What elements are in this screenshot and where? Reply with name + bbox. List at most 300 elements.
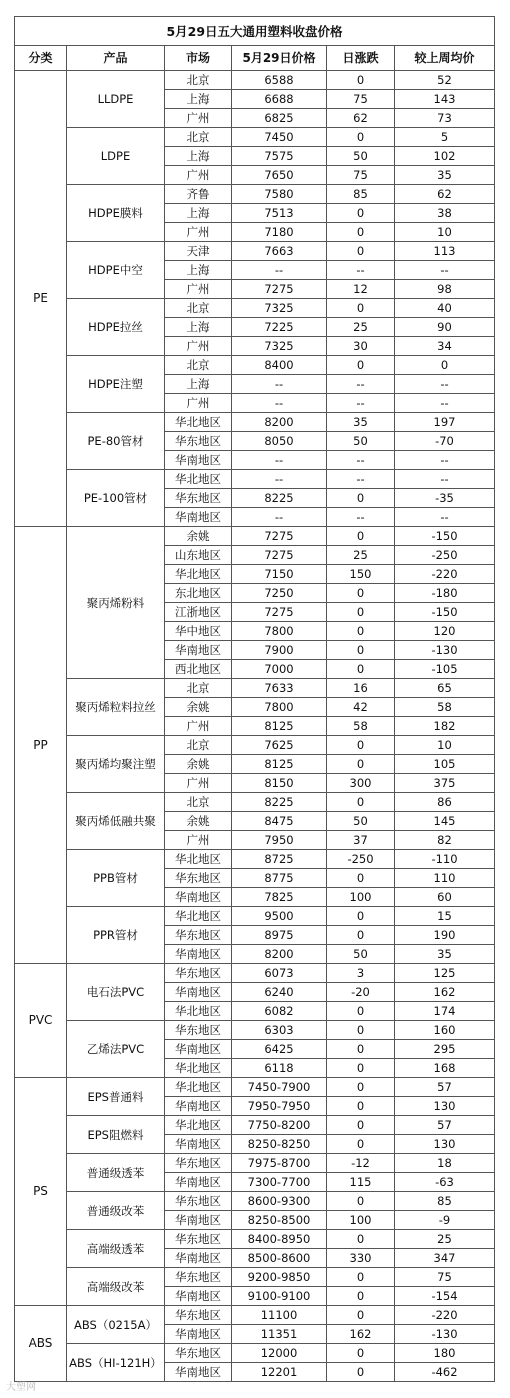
market-cell: 齐鲁 [165, 185, 232, 204]
weekly-diff-cell: 10 [395, 736, 495, 755]
daily-change-cell: 50 [327, 147, 395, 166]
price-cell: 8200 [232, 945, 327, 964]
price-cell: 7950-7950 [232, 1097, 327, 1116]
weekly-diff-cell: 197 [395, 413, 495, 432]
price-cell: 8200 [232, 413, 327, 432]
table-row [15, 1344, 495, 1363]
weekly-diff-cell: 168 [395, 1059, 495, 1078]
table-body [15, 71, 495, 1382]
price-cell: 7325 [232, 299, 327, 318]
watermark: 大塑网 [6, 1382, 36, 1393]
table-row [15, 128, 495, 147]
price-cell: 7275 [232, 603, 327, 622]
price-cell: 6073 [232, 964, 327, 983]
weekly-diff-cell: -150 [395, 603, 495, 622]
daily-change-cell: 62 [327, 109, 395, 128]
daily-change-cell: 150 [327, 565, 395, 584]
market-cell: 华南地区 [165, 983, 232, 1002]
price-cell: 7900 [232, 641, 327, 660]
header-market: 市场 [165, 46, 232, 71]
category-cell: PP [15, 527, 67, 964]
daily-change-cell: 85 [327, 185, 395, 204]
market-cell: 北京 [165, 679, 232, 698]
weekly-diff-cell: 65 [395, 679, 495, 698]
price-cell: 7633 [232, 679, 327, 698]
category-cell: PS [15, 1078, 67, 1306]
price-cell: 6825 [232, 109, 327, 128]
daily-change-cell: 0 [327, 1040, 395, 1059]
price-cell: 6303 [232, 1021, 327, 1040]
weekly-diff-cell: -220 [395, 565, 495, 584]
market-cell: 广州 [165, 337, 232, 356]
weekly-diff-cell: 347 [395, 1249, 495, 1268]
weekly-diff-cell: 57 [395, 1116, 495, 1135]
daily-change-cell: 0 [327, 641, 395, 660]
market-cell: 北京 [165, 793, 232, 812]
weekly-diff-cell: 162 [395, 983, 495, 1002]
price-cell: 8475 [232, 812, 327, 831]
weekly-diff-cell: -220 [395, 1306, 495, 1325]
market-cell: 华南地区 [165, 1325, 232, 1344]
daily-change-cell: 35 [327, 413, 395, 432]
market-cell: 华北地区 [165, 413, 232, 432]
table-row [15, 964, 495, 983]
weekly-diff-cell: 73 [395, 109, 495, 128]
daily-change-cell: 0 [327, 71, 395, 90]
weekly-diff-cell: -- [395, 451, 495, 470]
price-cell: 7513 [232, 204, 327, 223]
daily-change-cell: 75 [327, 166, 395, 185]
daily-change-cell: 25 [327, 318, 395, 337]
product-cell: 聚丙烯粒料拉丝 [67, 679, 165, 736]
daily-change-cell: -- [327, 394, 395, 413]
daily-change-cell: 115 [327, 1173, 395, 1192]
price-cell: 7180 [232, 223, 327, 242]
table-row [15, 1078, 495, 1097]
daily-change-cell: -12 [327, 1154, 395, 1173]
daily-change-cell: 0 [327, 622, 395, 641]
table-row [15, 71, 495, 90]
price-cell: -- [232, 470, 327, 489]
weekly-diff-cell: -70 [395, 432, 495, 451]
weekly-diff-cell: 58 [395, 698, 495, 717]
daily-change-cell: 0 [327, 603, 395, 622]
market-cell: 华东地区 [165, 1344, 232, 1363]
price-cell: 9200-9850 [232, 1268, 327, 1287]
table-row [15, 736, 495, 755]
price-cell: 8250-8250 [232, 1135, 327, 1154]
market-cell: 广州 [165, 774, 232, 793]
price-cell: 7825 [232, 888, 327, 907]
weekly-diff-cell: 34 [395, 337, 495, 356]
daily-change-cell: 0 [327, 1135, 395, 1154]
table-row [15, 1306, 495, 1325]
daily-change-cell: 0 [327, 1078, 395, 1097]
market-cell: 华南地区 [165, 1135, 232, 1154]
weekly-diff-cell: 375 [395, 774, 495, 793]
product-cell: 普通级改苯 [67, 1192, 165, 1230]
weekly-diff-cell: 40 [395, 299, 495, 318]
weekly-diff-cell: -154 [395, 1287, 495, 1306]
price-cell: 8975 [232, 926, 327, 945]
weekly-diff-cell: 35 [395, 945, 495, 964]
daily-change-cell: 0 [327, 1306, 395, 1325]
price-cell: 7450 [232, 128, 327, 147]
market-cell: 华东地区 [165, 432, 232, 451]
table-row [15, 1268, 495, 1287]
market-cell: 余姚 [165, 698, 232, 717]
daily-change-cell: 0 [327, 204, 395, 223]
price-cell: 8500-8600 [232, 1249, 327, 1268]
daily-change-cell: 30 [327, 337, 395, 356]
weekly-diff-cell: 102 [395, 147, 495, 166]
price-cell: 6240 [232, 983, 327, 1002]
price-cell: 6588 [232, 71, 327, 90]
market-cell: 华北地区 [165, 1059, 232, 1078]
weekly-diff-cell: -110 [395, 850, 495, 869]
table-row [15, 527, 495, 546]
table-row [15, 907, 495, 926]
price-cell: 8775 [232, 869, 327, 888]
price-cell: -- [232, 451, 327, 470]
header-weekly-diff: 较上周均价 [395, 46, 495, 71]
daily-change-cell: 0 [327, 660, 395, 679]
price-cell: 6425 [232, 1040, 327, 1059]
table-row [15, 299, 495, 318]
weekly-diff-cell: -- [395, 375, 495, 394]
weekly-diff-cell: 125 [395, 964, 495, 983]
daily-change-cell: -- [327, 508, 395, 527]
weekly-diff-cell: -- [395, 394, 495, 413]
daily-change-cell: 0 [327, 1344, 395, 1363]
daily-change-cell: 162 [327, 1325, 395, 1344]
price-cell: 7000 [232, 660, 327, 679]
market-cell: 广州 [165, 280, 232, 299]
market-cell: 广州 [165, 394, 232, 413]
market-cell: 东北地区 [165, 584, 232, 603]
product-cell: PPR管材 [67, 907, 165, 964]
product-cell: HDPE拉丝 [67, 299, 165, 356]
daily-change-cell: 0 [327, 907, 395, 926]
market-cell: 上海 [165, 375, 232, 394]
daily-change-cell: 0 [327, 793, 395, 812]
market-cell: 华北地区 [165, 1002, 232, 1021]
product-cell: 普通级透苯 [67, 1154, 165, 1192]
daily-change-cell: 75 [327, 90, 395, 109]
price-cell: 7625 [232, 736, 327, 755]
product-cell: 高端级透苯 [67, 1230, 165, 1268]
product-cell: HDPE中空 [67, 242, 165, 299]
daily-change-cell: 0 [327, 926, 395, 945]
price-cell: 7275 [232, 280, 327, 299]
price-table [14, 16, 495, 1382]
table-row [15, 1116, 495, 1135]
product-cell: 聚丙烯粉料 [67, 527, 165, 679]
product-cell: 聚丙烯低融共聚 [67, 793, 165, 850]
price-cell: 7663 [232, 242, 327, 261]
table-row [15, 1192, 495, 1211]
daily-change-cell: -- [327, 470, 395, 489]
market-cell: 广州 [165, 223, 232, 242]
weekly-diff-cell: 190 [395, 926, 495, 945]
price-cell: 12201 [232, 1363, 327, 1382]
price-cell: -- [232, 394, 327, 413]
market-cell: 华中地区 [165, 622, 232, 641]
product-cell: ABS（0215A） [67, 1306, 165, 1344]
weekly-diff-cell: 0 [395, 356, 495, 375]
weekly-diff-cell: 38 [395, 204, 495, 223]
weekly-diff-cell: 90 [395, 318, 495, 337]
price-cell: 7800 [232, 622, 327, 641]
daily-change-cell: 0 [327, 489, 395, 508]
weekly-diff-cell: 52 [395, 71, 495, 90]
product-cell: 聚丙烯均聚注塑 [67, 736, 165, 793]
daily-change-cell: 0 [327, 1002, 395, 1021]
table-row [15, 242, 495, 261]
price-cell: 7975-8700 [232, 1154, 327, 1173]
market-cell: 北京 [165, 128, 232, 147]
daily-change-cell: 100 [327, 1211, 395, 1230]
price-cell: 7300-7700 [232, 1173, 327, 1192]
price-cell: 7750-8200 [232, 1116, 327, 1135]
daily-change-cell: 0 [327, 1230, 395, 1249]
market-cell: 广州 [165, 166, 232, 185]
market-cell: 余姚 [165, 812, 232, 831]
daily-change-cell: 12 [327, 280, 395, 299]
weekly-diff-cell: -- [395, 508, 495, 527]
weekly-diff-cell: 145 [395, 812, 495, 831]
price-cell: 7950 [232, 831, 327, 850]
market-cell: 华南地区 [165, 1097, 232, 1116]
weekly-diff-cell: -462 [395, 1363, 495, 1382]
weekly-diff-cell: -35 [395, 489, 495, 508]
price-cell: 8050 [232, 432, 327, 451]
price-cell: 8125 [232, 717, 327, 736]
market-cell: 天津 [165, 242, 232, 261]
market-cell: 上海 [165, 147, 232, 166]
daily-change-cell: 0 [327, 584, 395, 603]
price-cell: 11100 [232, 1306, 327, 1325]
price-cell: 7650 [232, 166, 327, 185]
daily-change-cell: 0 [327, 1363, 395, 1382]
weekly-diff-cell: 113 [395, 242, 495, 261]
header-price: 5月29日价格 [232, 46, 327, 71]
market-cell: 北京 [165, 356, 232, 375]
weekly-diff-cell: -- [395, 261, 495, 280]
daily-change-cell: 0 [327, 1287, 395, 1306]
market-cell: 华北地区 [165, 850, 232, 869]
product-cell: PPB管材 [67, 850, 165, 907]
weekly-diff-cell: 82 [395, 831, 495, 850]
daily-change-cell: 0 [327, 1097, 395, 1116]
market-cell: 华北地区 [165, 565, 232, 584]
market-cell: 华南地区 [165, 1040, 232, 1059]
daily-change-cell: 0 [327, 1059, 395, 1078]
daily-change-cell: 0 [327, 223, 395, 242]
daily-change-cell: 0 [327, 755, 395, 774]
daily-change-cell: 0 [327, 1268, 395, 1287]
daily-change-cell: 58 [327, 717, 395, 736]
market-cell: 广州 [165, 109, 232, 128]
daily-change-cell: 0 [327, 242, 395, 261]
daily-change-cell: 3 [327, 964, 395, 983]
market-cell: 北京 [165, 299, 232, 318]
weekly-diff-cell: 160 [395, 1021, 495, 1040]
market-cell: 华南地区 [165, 888, 232, 907]
product-cell: 电石法PVC [67, 964, 165, 1021]
market-cell: 华东地区 [165, 1154, 232, 1173]
price-cell: -- [232, 508, 327, 527]
daily-change-cell: 0 [327, 869, 395, 888]
daily-change-cell: 330 [327, 1249, 395, 1268]
daily-change-cell: -- [327, 451, 395, 470]
price-cell: 7325 [232, 337, 327, 356]
weekly-diff-cell: -130 [395, 641, 495, 660]
price-cell: 7575 [232, 147, 327, 166]
market-cell: 华南地区 [165, 1363, 232, 1382]
daily-change-cell: 0 [327, 1021, 395, 1040]
daily-change-cell: 37 [327, 831, 395, 850]
daily-change-cell: 25 [327, 546, 395, 565]
price-cell: 8250-8500 [232, 1211, 327, 1230]
market-cell: 华东地区 [165, 869, 232, 888]
daily-change-cell: 0 [327, 299, 395, 318]
table-row [15, 1154, 495, 1173]
product-cell: 乙烯法PVC [67, 1021, 165, 1078]
weekly-diff-cell: 85 [395, 1192, 495, 1211]
market-cell: 余姚 [165, 527, 232, 546]
market-cell: 华东地区 [165, 1192, 232, 1211]
daily-change-cell: 50 [327, 945, 395, 964]
weekly-diff-cell: 62 [395, 185, 495, 204]
price-cell: 9100-9100 [232, 1287, 327, 1306]
product-cell: 高端级改苯 [67, 1268, 165, 1306]
market-cell: 江浙地区 [165, 603, 232, 622]
weekly-diff-cell: -- [395, 470, 495, 489]
weekly-diff-cell: 143 [395, 90, 495, 109]
market-cell: 华南地区 [165, 1173, 232, 1192]
market-cell: 华东地区 [165, 1230, 232, 1249]
market-cell: 华南地区 [165, 451, 232, 470]
category-cell: PE [15, 71, 67, 527]
market-cell: 上海 [165, 318, 232, 337]
weekly-diff-cell: 110 [395, 869, 495, 888]
price-cell: -- [232, 375, 327, 394]
market-cell: 上海 [165, 90, 232, 109]
header-row [15, 46, 495, 71]
weekly-diff-cell: 295 [395, 1040, 495, 1059]
weekly-diff-cell: -9 [395, 1211, 495, 1230]
category-cell: ABS [15, 1306, 67, 1382]
market-cell: 华东地区 [165, 926, 232, 945]
header-daily-change: 日涨跌 [327, 46, 395, 71]
daily-change-cell: 300 [327, 774, 395, 793]
market-cell: 山东地区 [165, 546, 232, 565]
weekly-diff-cell: 25 [395, 1230, 495, 1249]
price-cell: 7250 [232, 584, 327, 603]
market-cell: 华东地区 [165, 1306, 232, 1325]
daily-change-cell: 0 [327, 736, 395, 755]
market-cell: 华北地区 [165, 907, 232, 926]
header-category: 分类 [15, 46, 67, 71]
product-cell: EPS阻燃料 [67, 1116, 165, 1154]
daily-change-cell: -- [327, 375, 395, 394]
market-cell: 广州 [165, 717, 232, 736]
table-row [15, 793, 495, 812]
weekly-diff-cell: 130 [395, 1097, 495, 1116]
daily-change-cell: 0 [327, 527, 395, 546]
weekly-diff-cell: 35 [395, 166, 495, 185]
price-cell: 8400 [232, 356, 327, 375]
weekly-diff-cell: -250 [395, 546, 495, 565]
market-cell: 华东地区 [165, 1021, 232, 1040]
table-row [15, 679, 495, 698]
daily-change-cell: 0 [327, 128, 395, 147]
table-row [15, 850, 495, 869]
weekly-diff-cell: 174 [395, 1002, 495, 1021]
price-cell: 8400-8950 [232, 1230, 327, 1249]
market-cell: 华南地区 [165, 508, 232, 527]
daily-change-cell: -20 [327, 983, 395, 1002]
table-row [15, 1230, 495, 1249]
price-cell: 8125 [232, 755, 327, 774]
weekly-diff-cell: 120 [395, 622, 495, 641]
daily-change-cell: 50 [327, 432, 395, 451]
weekly-diff-cell: 75 [395, 1268, 495, 1287]
product-cell: HDPE膜料 [67, 185, 165, 242]
price-cell: 8225 [232, 793, 327, 812]
price-cell: -- [232, 261, 327, 280]
price-cell: 11351 [232, 1325, 327, 1344]
price-cell: 7275 [232, 527, 327, 546]
weekly-diff-cell: 5 [395, 128, 495, 147]
product-cell: HDPE注塑 [67, 356, 165, 413]
market-cell: 华南地区 [165, 1211, 232, 1230]
price-cell: 7450-7900 [232, 1078, 327, 1097]
category-cell: PVC [15, 964, 67, 1078]
weekly-diff-cell: 98 [395, 280, 495, 299]
market-cell: 上海 [165, 204, 232, 223]
product-cell: LDPE [67, 128, 165, 185]
weekly-diff-cell: 10 [395, 223, 495, 242]
price-cell: 8600-9300 [232, 1192, 327, 1211]
market-cell: 华东地区 [165, 1268, 232, 1287]
market-cell: 华北地区 [165, 470, 232, 489]
weekly-diff-cell: 18 [395, 1154, 495, 1173]
weekly-diff-cell: -130 [395, 1325, 495, 1344]
market-cell: 北京 [165, 736, 232, 755]
daily-change-cell: 50 [327, 812, 395, 831]
product-cell: EPS普通料 [67, 1078, 165, 1116]
weekly-diff-cell: -105 [395, 660, 495, 679]
daily-change-cell: 0 [327, 1116, 395, 1135]
table-row [15, 470, 495, 489]
weekly-diff-cell: -150 [395, 527, 495, 546]
price-cell: 9500 [232, 907, 327, 926]
header-product: 产品 [67, 46, 165, 71]
market-cell: 华北地区 [165, 1116, 232, 1135]
weekly-diff-cell: 180 [395, 1344, 495, 1363]
market-cell: 西北地区 [165, 660, 232, 679]
table-row [15, 1021, 495, 1040]
daily-change-cell: 100 [327, 888, 395, 907]
price-cell: 7800 [232, 698, 327, 717]
daily-change-cell: 0 [327, 1192, 395, 1211]
daily-change-cell: 16 [327, 679, 395, 698]
weekly-diff-cell: 15 [395, 907, 495, 926]
product-cell: ABS（HI-121H） [67, 1344, 165, 1382]
table-row [15, 356, 495, 375]
